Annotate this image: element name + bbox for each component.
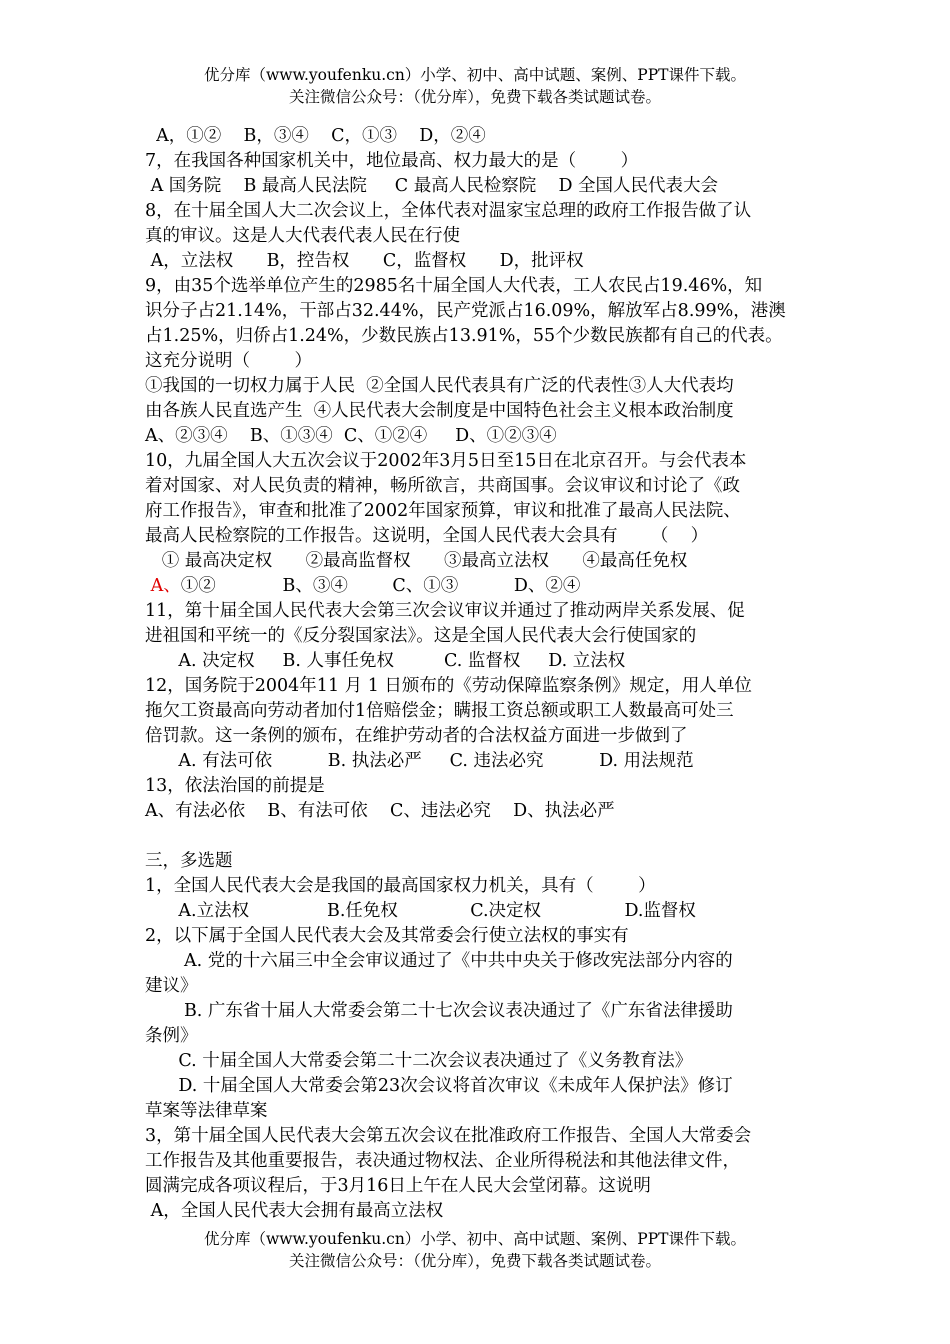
text-line: 占1.25%，归侨占1.24%，少数民族占13.91%，55个少数民族都有自己的代表。 — [145, 326, 783, 346]
text-line: 拖欠工资最高向劳动者加付1倍赔偿金；瞒报工资总额或职工人数最高可处三 — [145, 701, 734, 721]
header-line-1: 优分库（www.youfenku.cn）小学、初中、高中试题、案例、PPT课件下载。 — [203, 66, 747, 84]
text-line: ①我国的一切权力属于人民 ②全国人民代表具有广泛的代表性③人大代表均 — [145, 376, 734, 396]
page-footer — [0, 1228, 950, 1272]
text-line: 倍罚款。这一条例的颁布，在维护劳动者的合法权益方面进一步做到了 — [145, 726, 688, 746]
text-line: A、有法必依 B、有法可依 C、违法必究 D、执法必严 — [145, 801, 615, 821]
text-line: 圆满完成各项议程后，于3月16日上午在人民大会堂闭幕。这说明 — [145, 1176, 651, 1196]
text-line: 府工作报告》，审查和批准了2002年国家预算，审议和批准了最高人民法院、 — [145, 501, 741, 521]
text-line: 1，全国人民代表大会是我国的最高国家权力机关，具有（ ） — [145, 876, 656, 896]
text-line: 建议》 — [145, 976, 198, 996]
text-line: 2，以下属于全国人民代表大会及其常委会行使立法权的事实有 — [145, 926, 629, 946]
text-line: 识分子占21.14%，干部占32.44%，民产党派占16.09%，解放军占8.99%，港澳 — [145, 301, 786, 321]
text-line: 这充分说明（ ） — [145, 351, 313, 371]
text-line — [145, 574, 815, 599]
text-line: 12，国务院于2004年11 月 1 日颁布的《劳动保障监察条例》规定，用人单位 — [145, 676, 752, 696]
text-line: A. 有法可依 B. 执法必严 C. 违法必究 D. 用法规范 — [145, 751, 694, 771]
text-line: B. 广东省十届人大常委会第二十七次会议表决通过了《广东省法律援助 — [145, 1001, 733, 1021]
text-line: A，①② B，③④ C，①③ D，②④ — [145, 126, 486, 146]
text-line: 工作报告及其他重要报告，表决通过物权法、企业所得税法和其他法律文件， — [145, 1151, 740, 1171]
text-line: A，立法权 B，控告权 C，监督权 D，批评权 — [145, 251, 584, 271]
page-header — [0, 64, 950, 108]
text-line: 9，由35个选举单位产生的2985名十届全国人大代表，工人农民占19.46%，知 — [145, 276, 763, 296]
text-line: 11，第十届全国人民代表大会第三次会议审议并通过了推动两岸关系发展、促 — [145, 601, 745, 621]
text-line: 13，依法治国的前提是 — [145, 776, 325, 796]
footer-line-1: 优分库（www.youfenku.cn）小学、初中、高中试题、案例、PPT课件下载。 — [203, 1230, 747, 1248]
text-line: 10，九届全国人大五次会议于2002年3月5日至15日在北京召开。与会代表本 — [145, 451, 747, 471]
header-line-2: 关注微信公众号：（优分库），免费下载各类试题试卷。 — [288, 88, 661, 106]
text-line: 3，第十届全国人民代表大会第五次会议在批准政府工作报告、全国人大常委会 — [145, 1126, 752, 1146]
text-line: 真的审议。这是人大代表代表人民在行使 — [145, 226, 460, 246]
text-line: 三，多选题 — [145, 851, 233, 871]
text-line: D. 十届全国人大常委会第23次会议将首次审议《未成年人保护法》修订 — [145, 1076, 733, 1096]
text-line: ① 最高决定权 ②最高监督权 ③最高立法权 ④最高任免权 — [145, 551, 688, 571]
text-line — [145, 824, 815, 849]
answer-mark: A、 — [145, 576, 181, 596]
text-line: A，全国人民代表大会拥有最高立法权 — [145, 1201, 444, 1221]
text-line: 进祖国和平统一的《反分裂国家法》。这是全国人民代表大会行使国家的 — [145, 626, 697, 646]
text-line: A. 党的十六届三中全会审议通过了《中共中央关于修改宪法部分内容的 — [145, 951, 733, 971]
text-line: 最高人民检察院的工作报告。这说明，全国人民代表大会具有 （ ） — [145, 526, 709, 546]
text-line: C. 十届全国人大常委会第二十二次会议表决通过了《义务教育法》 — [145, 1051, 693, 1071]
line-rest: ①② B、③④ C、①③ D、②④ — [180, 576, 581, 596]
text-line: A 国务院 B 最高人民法院 C 最高人民检察院 D 全国人民代表大会 — [145, 176, 719, 196]
footer-line-2: 关注微信公众号：（优分库），免费下载各类试题试卷。 — [288, 1252, 661, 1270]
text-line: A. 决定权 B. 人事任免权 C. 监督权 D. 立法权 — [145, 651, 626, 671]
text-line: 由各族人民直选产生 ④人民代表大会制度是中国特色社会主义根本政治制度 — [145, 401, 734, 421]
document-body — [145, 124, 815, 1224]
text-line: 着对国家、对人民负责的精神，畅所欲言，共商国事。会议审议和讨论了《政 — [145, 476, 740, 496]
text-line: 8，在十届全国人大二次会议上，全体代表对温家宝总理的政府工作报告做了认 — [145, 201, 752, 221]
text-line: 7，在我国各种国家机关中，地位最高、权力最大的是（ ） — [145, 151, 639, 171]
text-line: A、②③④ B、①③④ C、①②④ D、①②③④ — [145, 426, 557, 446]
text-line: 条例》 — [145, 1026, 198, 1046]
text-line: 草案等法律草案 — [145, 1101, 268, 1121]
text-line: A.立法权 B.任免权 C.决定权 D.监督权 — [145, 901, 696, 921]
